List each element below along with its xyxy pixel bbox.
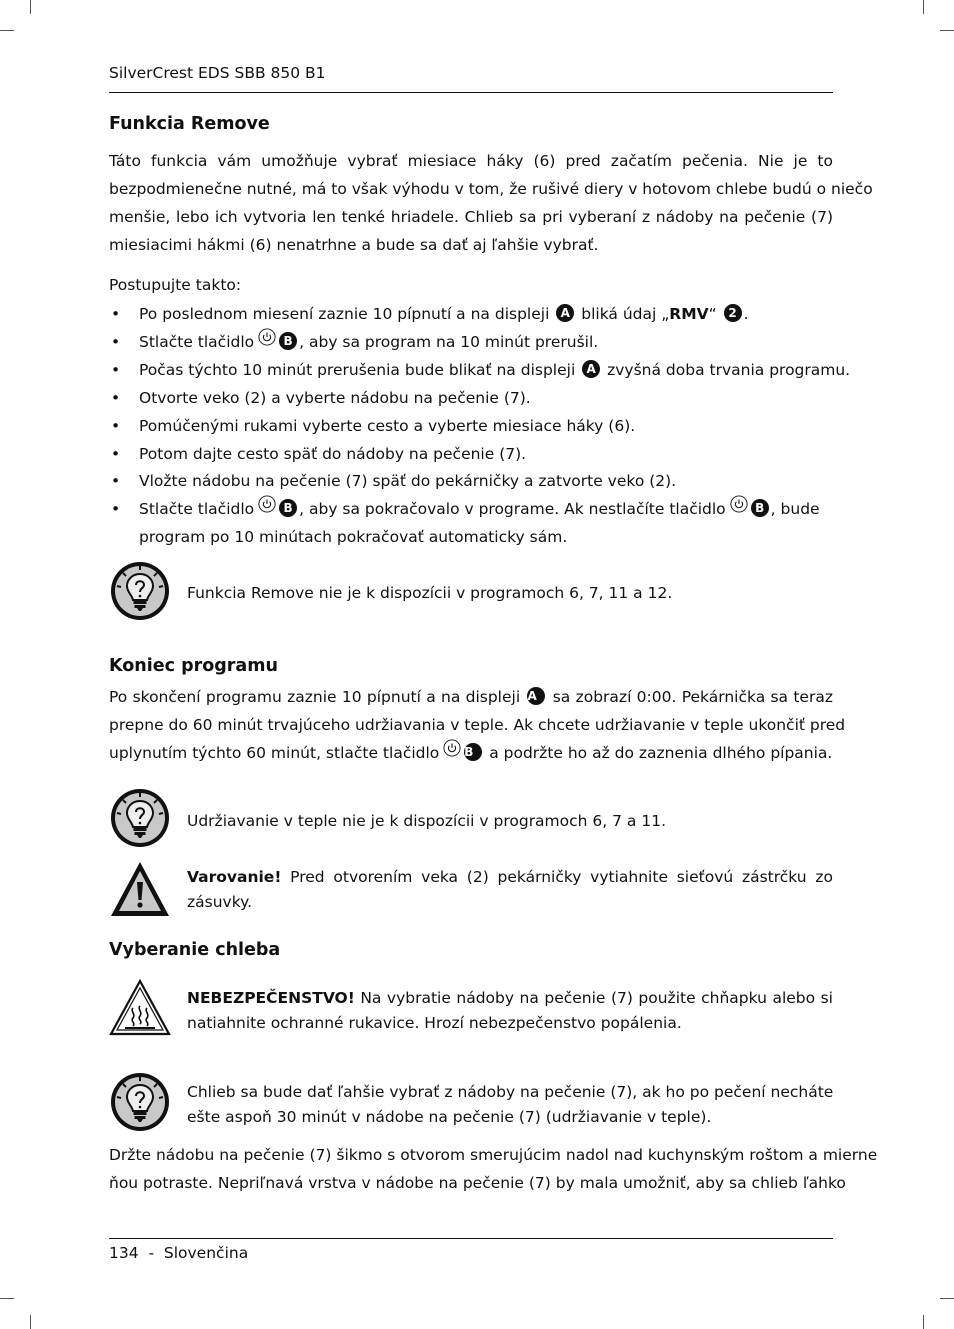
heading-remove: Funkcia Remove	[109, 114, 270, 134]
power-icon	[443, 739, 461, 757]
danger-label: NEBEZPEČENSTVO!	[187, 989, 355, 1007]
lightbulb-tip-icon	[109, 787, 171, 849]
crop-mark	[30, 0, 31, 14]
crop-mark	[0, 30, 14, 31]
lightbulb-tip-icon	[109, 560, 171, 622]
warning-text-line: zásuvky.	[187, 893, 253, 911]
crop-mark	[940, 30, 954, 31]
warning-label: Varovanie!	[187, 868, 282, 886]
button-b-badge: B	[464, 743, 482, 761]
tip-text-line: Chlieb sa bude dať ľahšie vybrať z nádoby na pečenie (7), ak ho po pečení necháte	[187, 1083, 834, 1101]
bullet-dot: •	[111, 472, 121, 490]
hot-surface-icon	[109, 978, 171, 1040]
list-item-text: , aby sa program na 10 minút prerušil.	[299, 333, 599, 351]
text-line: prepne do 60 minút trvajúceho udržiavania v teple. Ak chcete udržiavanie v teple ukončiť pred	[109, 716, 846, 734]
button-b-badge: B	[279, 499, 297, 517]
header-rule	[109, 92, 833, 93]
text-line: miesiacimi hákmi (6) nenatrhne a bude sa dať aj ľahšie vybrať.	[109, 236, 599, 254]
text-line: bezpodmienečne nutné, má to však výhodu v tom, že rušivé diery v hotovom chlebe budú o niečo	[109, 180, 873, 198]
bullet-dot: •	[111, 389, 121, 407]
text-line: Držte nádobu na pečenie (7) šikmo s otvorom smerujúcim nadol nad kuchynským roštom a mierne	[109, 1146, 878, 1164]
list-item-text: Počas týchto 10 minút prerušenia bude blikať na displeji	[139, 361, 576, 379]
steps-label: Postupujte takto:	[109, 276, 242, 294]
list-item-text: Stlačte tlačidlo	[139, 500, 255, 518]
list-item-text: Pomúčenými rukami vyberte cesto a vyberte miesiace háky (6).	[139, 417, 636, 435]
heading-remove-bread: Vyberanie chleba	[109, 940, 281, 960]
bullet-dot: •	[111, 445, 121, 463]
text-line: menšie, lebo ich vytvoria len tenké hriadele. Chlieb sa pri vyberaní z nádoby na pečenie (7)	[109, 208, 833, 226]
list-item-text: zvyšná doba trvania programu.	[607, 361, 851, 379]
text-span: Po skončení programu zaznie 10 pípnutí a na displeji	[109, 688, 521, 706]
list-item-text: Stlačte tlačidlo	[139, 333, 255, 351]
remove-bread-paragraph	[109, 1141, 878, 1197]
text-span: uplynutím týchto 60 minút, stlačte tlačidlo	[109, 744, 440, 762]
button-b-badge: B	[751, 499, 769, 517]
danger-text: Na vybratie nádoby na pečenie (7) použite chňapku alebo si	[360, 989, 833, 1007]
list-item-text: Vložte nádobu na pečenie (7) späť do pekárničky a zatvorte veko (2).	[139, 472, 677, 490]
remove-intro	[109, 147, 873, 259]
list-item-text: .	[743, 305, 749, 323]
header-title: SilverCrest EDS SBB 850 B1	[109, 64, 326, 82]
text-line	[109, 683, 833, 711]
bullet-dot: •	[111, 361, 121, 379]
list-item-text: “	[708, 305, 717, 323]
tip-text-line: ešte aspoň 30 minút v nádobe na pečenie (7) (udržiavanie v teple).	[187, 1108, 712, 1126]
text-span: a podržte ho až do zaznenia dlhého pípania.	[489, 744, 833, 762]
text-line	[109, 739, 833, 767]
button-b-badge: B	[279, 332, 297, 350]
danger-text-line: natiahnite ochranné rukavice. Hrozí nebezpečenstvo popálenia.	[187, 1014, 682, 1032]
power-icon	[258, 495, 276, 513]
list-item-text: , aby sa pokračovalo v programe. Ak nestlačíte tlačidlo	[299, 500, 726, 518]
power-icon	[730, 495, 748, 513]
lightbulb-tip-icon	[109, 1071, 171, 1133]
text-line: ňou potraste. Nepriľnavá vrstva v nádobe na pečenie (7) by mala umožniť, aby sa chlieb ľahko	[109, 1174, 846, 1192]
bullet-dot: •	[111, 333, 121, 351]
power-icon	[258, 328, 276, 346]
list-item-text: Potom dajte cesto späť do nádoby na pečenie (7).	[139, 445, 527, 463]
text-span: sa zobrazí 0:00. Pekárnička sa teraz	[552, 688, 833, 706]
list-item-text: Po poslednom miesení zaznie 10 pípnutí a na displeji	[139, 305, 550, 323]
list-item-text: Otvorte veko (2) a vyberte nádobu na pečenie (7).	[139, 389, 531, 407]
warning-text: Pred otvorením veka (2) pekárničky vytiahnite sieťovú zástrčku zo	[290, 868, 833, 886]
crop-mark	[30, 1315, 31, 1329]
bullet-dot: •	[111, 500, 121, 518]
crop-mark	[923, 1315, 924, 1329]
display-2-badge: 2	[724, 304, 742, 322]
bullet-dot: •	[111, 305, 121, 323]
danger-text-line	[187, 986, 833, 1011]
crop-mark	[0, 1298, 14, 1299]
list-item-text: , bude	[770, 500, 820, 518]
display-a-badge: A	[527, 687, 545, 705]
display-a-badge: A	[582, 360, 600, 378]
warning-text-line	[187, 865, 833, 890]
crop-mark	[940, 1298, 954, 1299]
list-item-text: program po 10 minútach pokračovať automaticky sám.	[139, 528, 568, 546]
tip-text: Udržiavanie v teple nie je k dispozícii v programoch 6, 7 a 11.	[187, 812, 666, 830]
end-paragraph	[109, 683, 846, 767]
heading-end: Koniec programu	[109, 656, 278, 676]
warning-triangle-icon	[109, 858, 171, 920]
crop-mark	[923, 0, 924, 14]
display-a-badge: A	[556, 304, 574, 322]
footer-rule	[109, 1238, 833, 1239]
bullet-dot: •	[111, 417, 121, 435]
text-line: Táto funkcia vám umožňuje vybrať miesiace háky (6) pred začatím pečenia. Nie je to	[109, 152, 833, 170]
tip-text: Funkcia Remove nie je k dispozícii v programoch 6, 7, 11 a 12.	[187, 584, 673, 602]
footer-page-label: 134 - Slovenčina	[109, 1244, 249, 1262]
rmv-label: RMV	[669, 305, 709, 323]
list-item-text: bliká údaj „	[581, 305, 670, 323]
